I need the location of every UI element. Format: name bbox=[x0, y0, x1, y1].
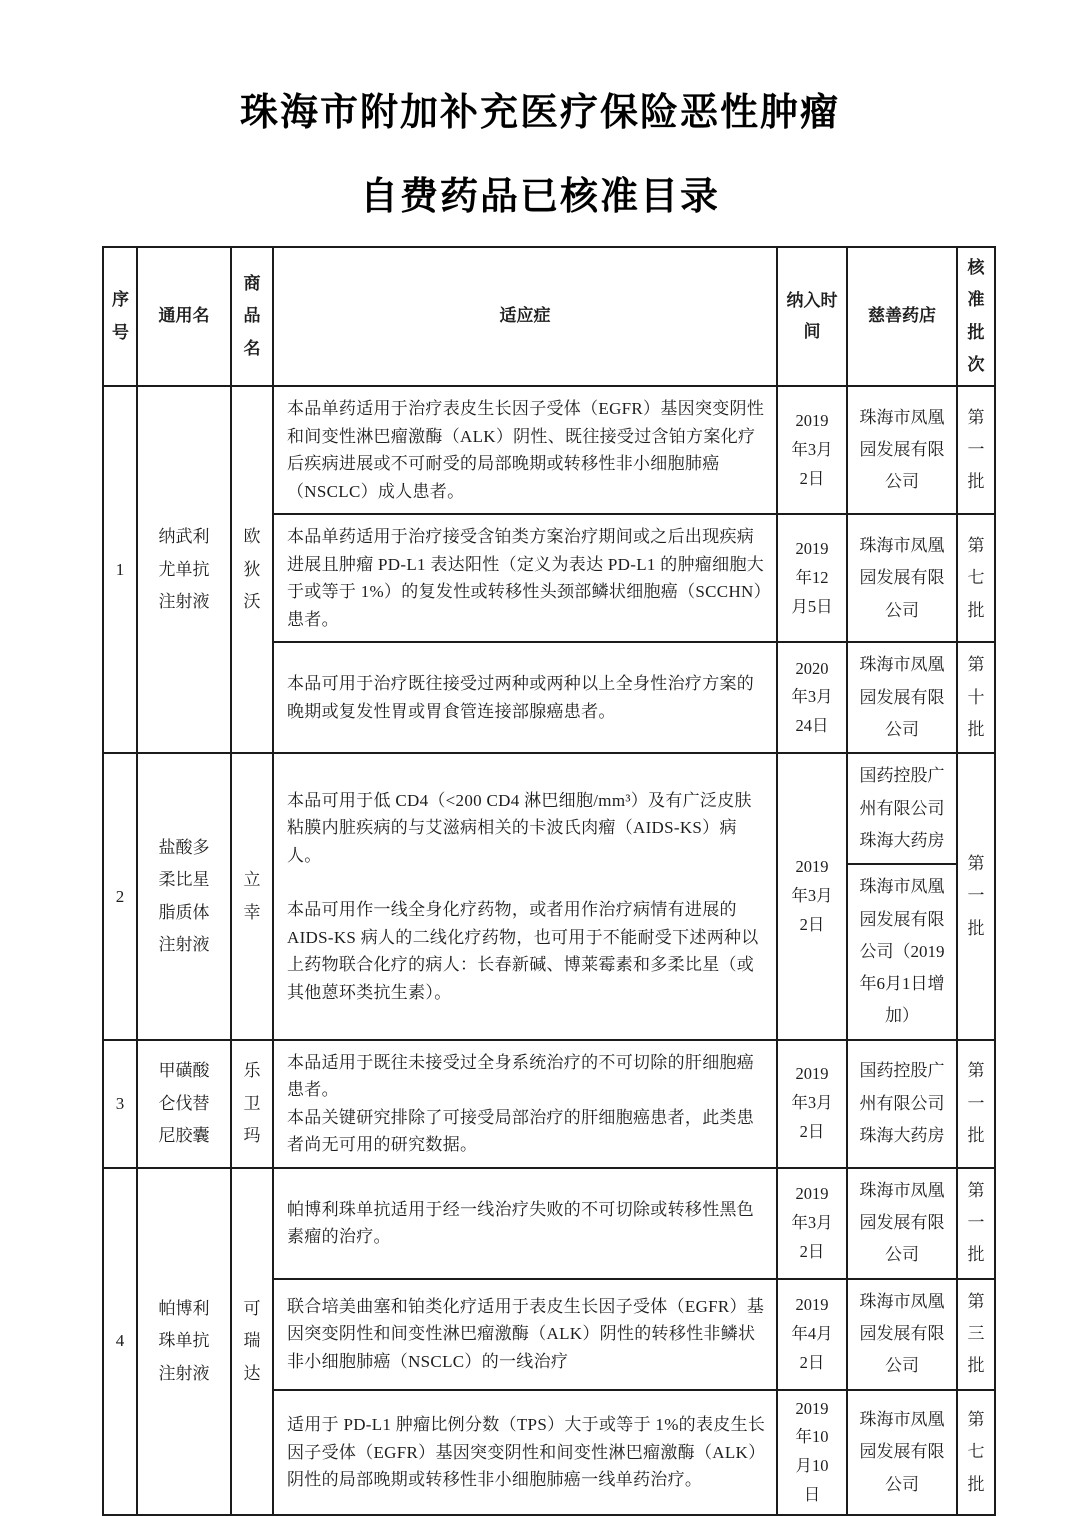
indication-paragraph: 本品单药适用于治疗表皮生长因子受体（EGFR）基因突变阴性和间变性淋巴瘤激酶（ALK）阴性、既往接受过含铂方案化疗后疾病进展或不可耐受的局部晚期或转移性非小细胞肺癌（NSCLC）成人患者。 bbox=[287, 399, 765, 501]
indication-cell bbox=[273, 1390, 777, 1516]
charity-pharmacy-cell: 珠海市凤凰园发展有限公司 bbox=[847, 642, 957, 753]
charity-pharmacy-cell: 珠海市凤凰园发展有限公司 bbox=[847, 386, 957, 514]
inclusion-time-cell: 2019年4月2日 bbox=[777, 1279, 847, 1390]
charity-pharmacy-cell: 国药控股广州有限公司珠海大药房 bbox=[847, 1040, 957, 1168]
generic-name-cell: 甲磺酸仑伐替尼胶囊 bbox=[137, 1040, 231, 1168]
brand-name-cell: 欧狄沃 bbox=[231, 386, 273, 753]
table-header-row bbox=[103, 247, 995, 386]
header-brand-name: 商品名 bbox=[231, 247, 273, 386]
charity-pharmacy-cell: 珠海市凤凰园发展有限公司 bbox=[847, 1168, 957, 1279]
approval-batch-cell: 第一批 bbox=[957, 386, 995, 514]
header-indication: 适应症 bbox=[273, 247, 777, 386]
approval-batch-cell: 第一批 bbox=[957, 1168, 995, 1279]
indication-cell bbox=[273, 753, 777, 1039]
indication-cell bbox=[273, 1168, 777, 1279]
generic-name-cell: 帕博利珠单抗注射液 bbox=[137, 1168, 231, 1515]
charity-pharmacy-cell: 珠海市凤凰园发展有限公司 bbox=[847, 514, 957, 642]
approval-batch-cell: 第七批 bbox=[957, 1390, 995, 1516]
charity-pharmacy-cell: 珠海市凤凰园发展有限公司 bbox=[847, 1279, 957, 1390]
inclusion-time-cell: 2019年3月2日 bbox=[777, 1040, 847, 1168]
inclusion-time-cell: 2019年12月5日 bbox=[777, 514, 847, 642]
charity-pharmacy-cell: 珠海市凤凰园发展有限公司 bbox=[847, 1390, 957, 1516]
header-no: 序号 bbox=[103, 247, 137, 386]
row-no: 2 bbox=[103, 753, 137, 1039]
indication-paragraph: 帕博利珠单抗适用于经一线治疗失败的不可切除或转移性黑色素瘤的治疗。 bbox=[287, 1199, 755, 1247]
header-charity-pharmacy: 慈善药店 bbox=[847, 247, 957, 386]
inclusion-time-cell: 2019年3月2日 bbox=[777, 753, 847, 1039]
indication-paragraph: 本品可用于治疗既往接受过两种或两种以上全身性治疗方案的晚期或复发性胃或胃食管连接部腺癌患者。 bbox=[287, 674, 755, 721]
header-generic-name: 通用名 bbox=[137, 247, 231, 386]
inclusion-time-cell: 2020年3月24日 bbox=[777, 642, 847, 753]
table-row bbox=[103, 1168, 995, 1279]
indication-paragraph: 本品可用于低 CD4（<200 CD4 淋巴细胞/mm³）及有广泛皮肤粘膜内脏疾病的与艾滋病相关的卡波氏肉瘤（AIDS-KS）病人。 bbox=[287, 790, 752, 865]
table-row bbox=[103, 1040, 995, 1168]
table-row bbox=[103, 386, 995, 514]
approval-batch-cell: 第十批 bbox=[957, 642, 995, 753]
row-no: 1 bbox=[103, 386, 137, 753]
indication-paragraph: 本品关键研究排除了可接受局部治疗的肝细胞癌患者，此类患者尚无可用的研究数据。 bbox=[287, 1107, 755, 1155]
approval-batch-cell: 第三批 bbox=[957, 1279, 995, 1390]
generic-name-cell: 盐酸多柔比星脂质体注射液 bbox=[137, 753, 231, 1039]
inclusion-time-cell: 2019年3月2日 bbox=[777, 386, 847, 514]
header-inclusion-time: 纳入时间 bbox=[777, 247, 847, 386]
approval-batch-cell: 第一批 bbox=[957, 753, 995, 1039]
row-no: 3 bbox=[103, 1040, 137, 1168]
indication-cell bbox=[273, 386, 777, 514]
indication-paragraph: 本品适用于既往未接受过全身系统治疗的不可切除的肝细胞癌患者。 bbox=[287, 1052, 755, 1100]
page-subtitle: 自费药品已核准目录 bbox=[359, 176, 720, 218]
page-title: 珠海市附加补充医疗保险恶性肿瘤 bbox=[239, 92, 840, 134]
inclusion-time-cell: 2019年10月10日 bbox=[777, 1390, 847, 1516]
indication-paragraph: 本品可用作一线全身化疗药物，或者用作治疗病情有进展的 AIDS-KS 病人的二线化疗药物，也可用于不能耐受下述两种以上药物联合化疗的病人：长春新碱、博莱霉素和多柔比星（或其他蒽环类抗生素）。 bbox=[287, 900, 759, 1002]
inclusion-time-cell: 2019年3月2日 bbox=[777, 1168, 847, 1279]
indication-cell bbox=[273, 1040, 777, 1168]
charity-pharmacy-cell: 国药控股广州有限公司珠海大药房 bbox=[847, 753, 957, 864]
indication-paragraph: 适用于 PD-L1 肿瘤比例分数（TPS）大于或等于 1%的表皮生长因子受体（EGFR）基因突变阴性和间变性淋巴瘤激酶（ALK）阴性的局部晚期或转移性非小细胞肺癌一线单药治疗。 bbox=[287, 1415, 766, 1490]
brand-name-cell: 可瑞达 bbox=[231, 1168, 273, 1515]
charity-pharmacy-cell: 珠海市凤凰园发展有限公司（2019年6月1日增加） bbox=[847, 864, 957, 1039]
indication-paragraph: 联合培美曲塞和铂类化疗适用于表皮生长因子受体（EGFR）基因突变阴性和间变性淋巴瘤激酶（ALK）阴性的转移性非鳞状非小细胞肺癌（NSCLC）的一线治疗 bbox=[287, 1296, 765, 1371]
table-row bbox=[103, 753, 995, 864]
indication-cell bbox=[273, 1279, 777, 1390]
brand-name-cell: 乐卫玛 bbox=[231, 1040, 273, 1168]
indication-cell bbox=[273, 514, 777, 642]
approval-batch-cell: 第一批 bbox=[957, 1040, 995, 1168]
approval-batch-cell: 第七批 bbox=[957, 514, 995, 642]
indication-paragraph: 本品单药适用于治疗接受含铂类方案治疗期间或之后出现疾病进展且肿瘤 PD-L1 表达阳性（定义为表达 PD-L1 的肿瘤细胞大于或等于 1%）的复发性或转移性头颈部鳞状细胞癌（SCCHN）患者。 bbox=[287, 527, 765, 629]
generic-name-cell: 纳武利尤单抗注射液 bbox=[137, 386, 231, 753]
row-no: 4 bbox=[103, 1168, 137, 1515]
indication-cell bbox=[273, 642, 777, 753]
header-approval-batch: 核准批次 bbox=[957, 247, 995, 386]
approved-drug-table bbox=[102, 246, 996, 1516]
brand-name-cell: 立幸 bbox=[231, 753, 273, 1039]
